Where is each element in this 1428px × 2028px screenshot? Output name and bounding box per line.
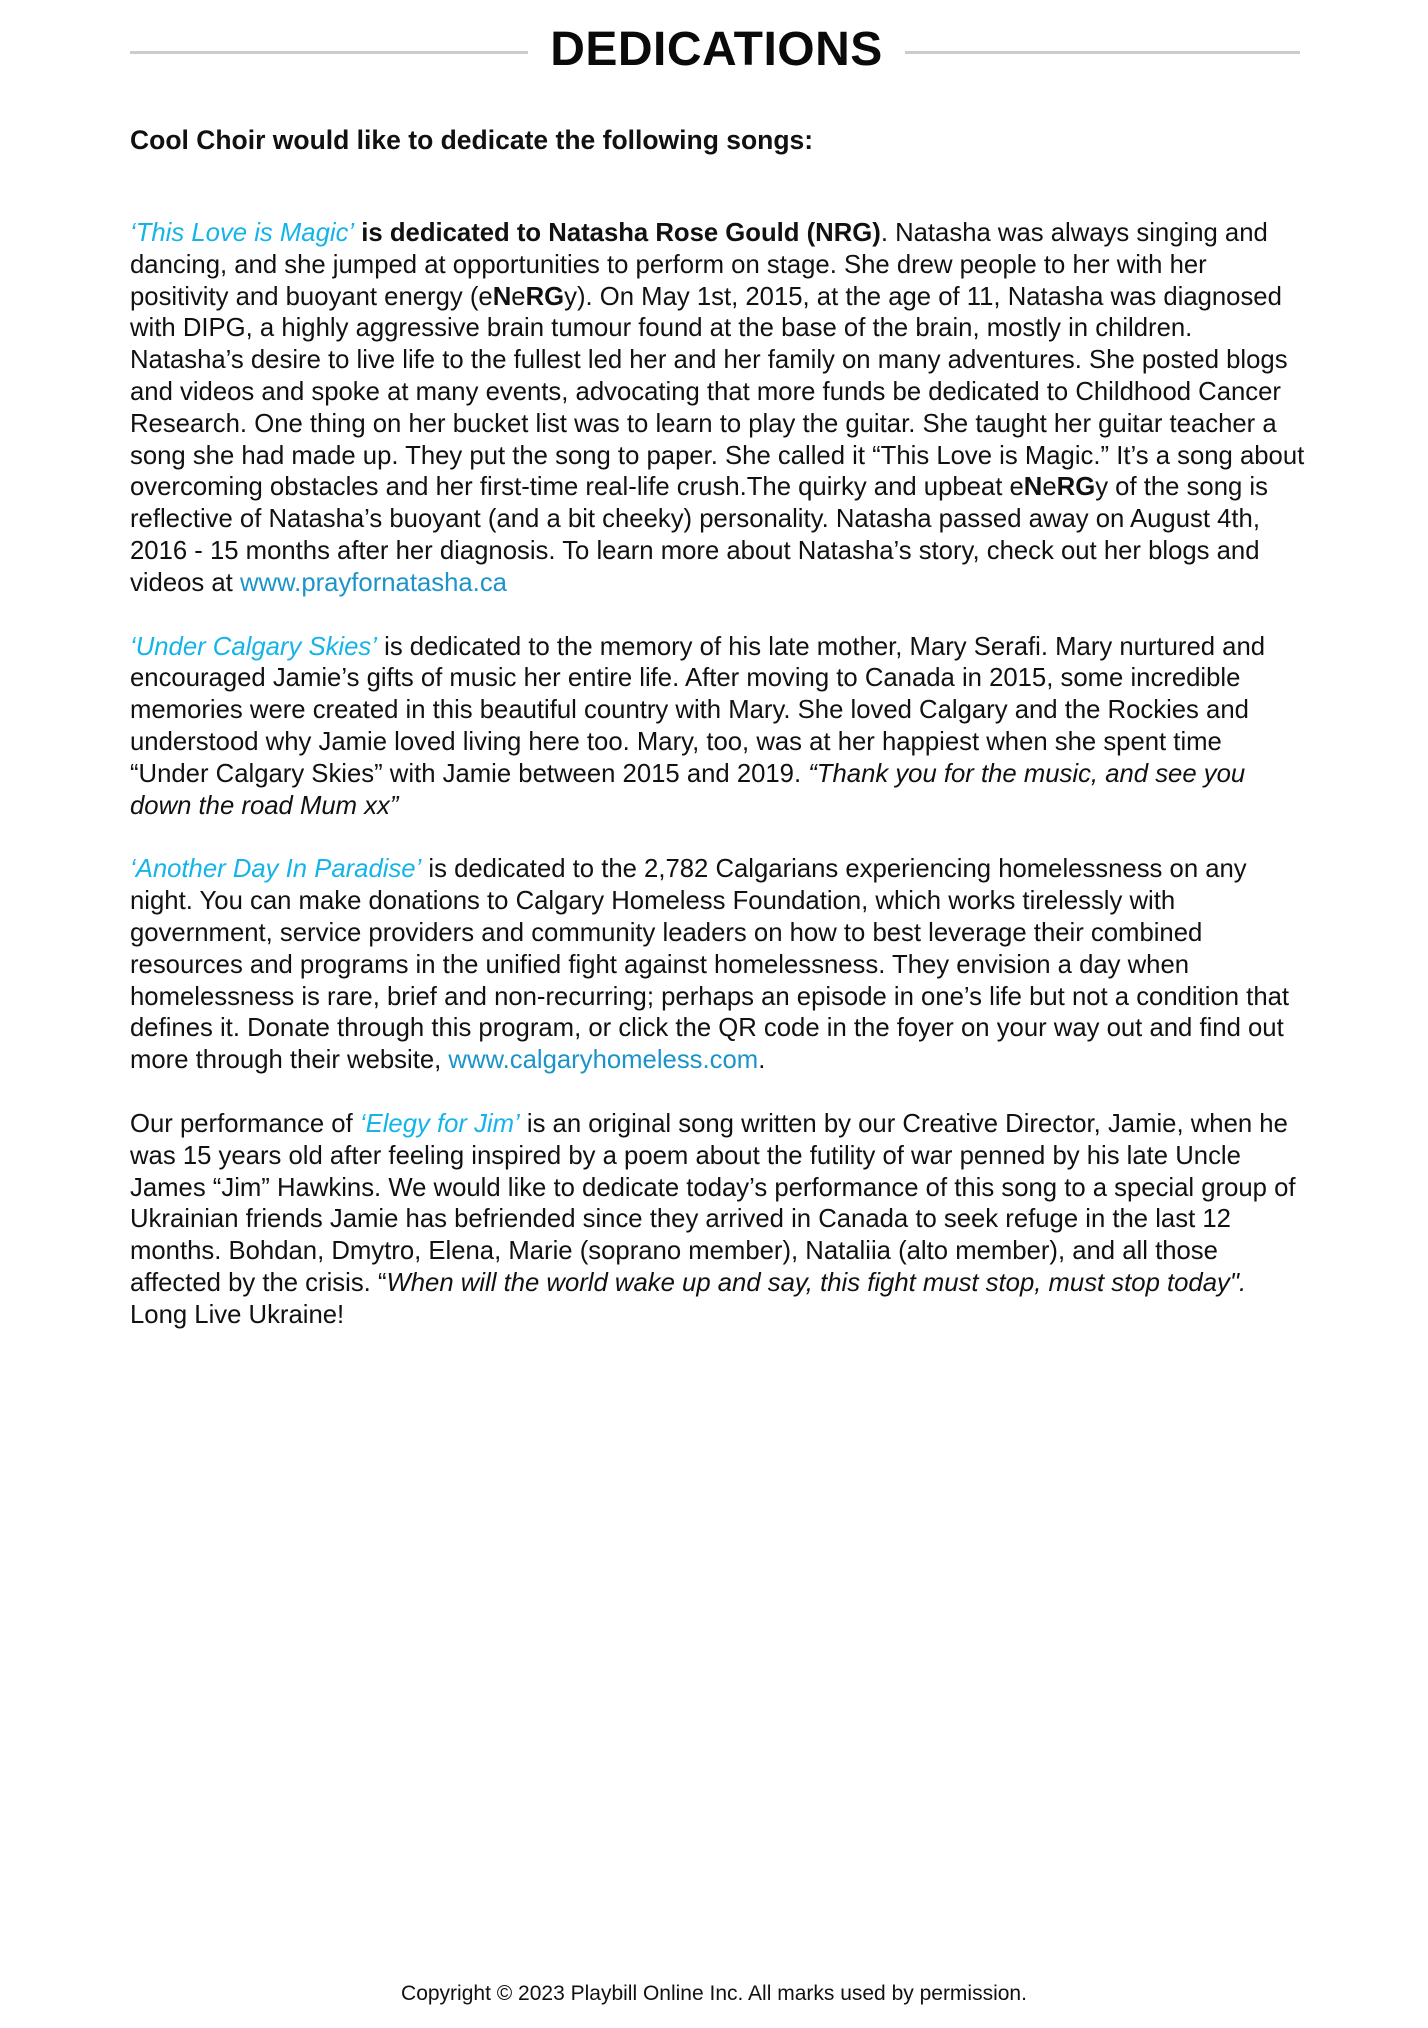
dedication-text: is dedicated to the memory of his late mother, Mary Serafi. Mary nurtured and encouraged Jamie’s gifts of music her entire life. After moving to Canada in 2015, some incredible memories were created in this beautiful country with Mary. She loved Calgary and the Rockies and understood why Jamie loved living here too. Mary, too, was at her happiest when she spent time “Under Calgary Skies” with Jamie between 2015 and 2019. xyxy=(130,632,1266,788)
sentence-end: . xyxy=(758,1046,766,1075)
song-title: ‘Another Day In Paradise’ xyxy=(130,855,422,884)
sentence-end: Long Live Ukraine! xyxy=(130,1300,345,1329)
dedication-text: is an original song written by our Creative Director, Jamie, when he was 15 years old after feeling inspired by a poem about the futility of war penned by his late Uncle James “Jim” Hawkins. We would like to dedicate today’s performance of this song to a special group of Ukrainian friends Jamie has befriended since they arrived in Canada to seek refuge in the last 12 months. Bohdan, Dmytro, Elena, Marie (soprano member), Nataliia (alto member), and all those affected by the crisis. “ xyxy=(130,1109,1296,1297)
dedication-quote: “Thank you for the music, and see you down the road Mum xx” xyxy=(130,759,1246,820)
header-rule-left xyxy=(130,51,528,54)
copyright-footer: Copyright © 2023 Playbill Online Inc. All marks used by permission. xyxy=(401,1982,1027,2005)
page-header xyxy=(130,18,1300,88)
dedication-elegy-for-jim xyxy=(130,1109,1305,1332)
energy-text-e: e xyxy=(511,282,526,311)
song-title: ‘Under Calgary Skies’ xyxy=(130,632,377,661)
dedications-content xyxy=(130,122,1305,1364)
energy-bold-rg: RG xyxy=(1056,473,1096,502)
dedication-text: is dedicated to the 2,782 Calgarians experiencing homelessness on any night. You can make donations to Calgary Homeless Foundation, which works tirelessly with government, service providers and community leaders on how to best leverage their combined resources and programs in the unified fight against homelessness. They envision a day when homelessness is rare, brief and non-recurring; perhaps an episode in one’s life but not a condition that defines it. Donate through this program, or click the QR code in the foyer on your way out and find out more through their website, xyxy=(130,855,1290,1075)
dedication-text: . Natasha was always singing and dancing, and she jumped at opportunities to perform on stage. She drew people to her with her positivity and buoyant energy (e xyxy=(130,219,1268,311)
song-title: ‘This Love is Magic’ xyxy=(130,219,355,247)
calgaryhomeless-link[interactable]: www.calgaryhomeless.com xyxy=(448,1046,759,1075)
dedication-text: y of the song is reflective of Natasha’s buoyant (and a bit cheeky) personality. Natasha passed away on August 4th, 2016 - 15 months after her diagnosis. To learn more about Natasha’s story, check out her blogs and videos at xyxy=(130,473,1268,597)
energy-bold-rg: RG xyxy=(525,282,565,311)
energy-bold-n: N xyxy=(492,282,512,311)
energy-bold-n: N xyxy=(1023,473,1043,502)
prayfornatasha-link[interactable]: www.prayfornatasha.ca xyxy=(239,568,507,597)
dedication-another-day-in-paradise xyxy=(130,854,1305,1077)
dedication-text: y). On May 1st, 2015, at the age of 11, Natasha was diagnosed with DIPG, a highly aggressive brain tumour found at the base of the brain, mostly in children. Natasha’s desire to live life to the fullest led her and her family on many adventures. She posted blogs and videos and spoke at many events, advocating that more funds be dedicated to Childhood Cancer Research. One thing on her bucket list was to learn to play the guitar. She taught her guitar teacher a song she had made up. They put the song to paper. She called it “This Love is Magic.” It’s a song about overcoming obstacles and her first-time real-life crush.The quirky and upbeat e xyxy=(130,282,1305,502)
energy-text-e: e xyxy=(1042,473,1057,502)
intro-text: Cool Choir would like to dedicate the following songs: xyxy=(130,125,814,155)
song-title: ‘Elegy for Jim’ xyxy=(359,1109,520,1138)
header-rule-right xyxy=(905,51,1300,54)
dedication-this-love-is-magic xyxy=(130,218,1305,600)
dedication-quote: When will the world wake up and say, this fight must stop, must stop today". xyxy=(386,1268,1247,1297)
dedication-under-calgary-skies xyxy=(130,632,1305,823)
dedication-lead: is dedicated to Natasha Rose Gould (NRG) xyxy=(354,219,881,247)
page-title: DEDICATIONS xyxy=(550,23,883,76)
dedication-lead: Our performance of xyxy=(130,1109,360,1138)
